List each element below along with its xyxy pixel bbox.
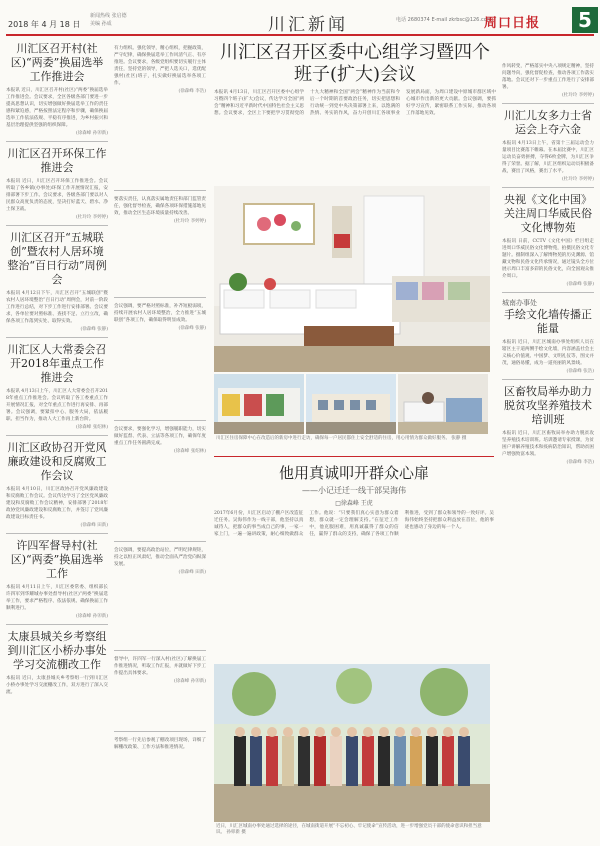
feature-headline: 他用真诚叩开群众心扉 [278, 464, 429, 482]
group-photo-caption: 近日，川汇区城南办事处通过选择的途径，在城南街道开展“不忘初心、牢记使命”宣传活动，进一步增强党员干部的使命意识和担当意识。 孙卯新 摄 [216, 824, 482, 835]
feature-subtitle: ——小记迁迁一线干部吴海伟 [302, 486, 406, 495]
column-left-1 [6, 42, 108, 840]
article [6, 630, 108, 696]
article-body: 本报讯 4月10日，川汇区政协召开党风廉政建设和反腐败工作会议。会议传达学习了全区党风廉政建设和反腐败工作会议精神，安排部署了2018年政协党风廉政建设和反腐败工作，并签订了党风廉政建设目标责任书。 [6, 487, 108, 520]
divider [6, 225, 108, 226]
article-body: 本报讯 4月13日上午，省第十三届运动会力量项目比赛落下帷幕。在本届比赛中，川汇区运动员奋勇拼搏，夺得6枚金牌，为川汇区争得了荣誉。据了解，川汇区组织运动员积极备战，赛出了风格，赛出了水平。 [502, 141, 594, 174]
column-left-2 [114, 42, 206, 840]
contact-info: 电话 2680374 E-mail zkrbsc@126.com [396, 17, 492, 23]
article-continued: 会议强调，要严格对照标准，补齐短板弱项，持续开展农村人居环境整治，全力推进“五城联创”各项工作，确保取得明显成效。 (徐森峰 张静) [114, 304, 206, 331]
article-title: 许四军督导村(社区)“两委”换届选举工作 [10, 539, 104, 580]
article-continued: 作风转变，严格落实中央八项规定精神，坚持问题导向，强化督促检查，推动各项工作落实落地。会议还对下一步重点工作进行了安排部署。 (杜玲玲 李婷婷) [502, 64, 594, 98]
article [6, 539, 108, 619]
section-title: 川汇新闻 [268, 15, 348, 35]
article-author: (徐森峰 孙卯新) [76, 131, 108, 136]
article [6, 42, 108, 136]
small-photo-building [306, 374, 396, 434]
divider [502, 187, 594, 188]
article-body: 本报讯 近日，川汇区召开村(社区)“两委”换届选举工作推进会。会议要求，全区各级各部门要进一步提高思想认识，切实增强做好换届选举工作的责任感和紧迫感，严格按照法定程序和步骤，确保换届选举工作依法依规、平稳有序推进，为乡村振兴和基层治理提供坚强的组织保障。 [6, 88, 108, 128]
article [6, 231, 108, 332]
column-right [502, 60, 594, 840]
article [6, 343, 108, 430]
article-title: 川汇区召开村(社区)“两委”换届选举工作推进会 [10, 42, 104, 83]
divider [114, 650, 206, 651]
article-author: (杜玲玲 李婷婷) [562, 177, 594, 182]
article-continued: 督导中，许四军一行深入村(社区)了解换届工作推进情况，听取工作汇报，并就做好下步工作提出具体要求。 (徐森峰 孙卯新) [114, 657, 206, 684]
article-continued: 会议强调，要提高政治站位，严明纪律规矩，持之以恒正风肃纪，推动全面从严治党向纵深发展。 (徐森峰 田新) [114, 548, 206, 575]
article-title: 太康县城关乡考察组到川汇区小桥办事处学习交流棚改工作 [7, 630, 107, 671]
article-title: 川汇儿女多力士省运会上夺六金 [504, 109, 592, 136]
article [502, 298, 594, 374]
small-photo-wall-mural [214, 374, 304, 434]
main-article-body: 本报讯 4月13日，川汇区召开区委中心组学习暨四个班子(扩大)会议，传达学习全国“两会”精神和习近平新时代中国特色社会主义思想。会议要求，全区上下要把学习贯彻党的十九大精神和全国“两会”精神作为当前和今后一个时期的首要政治任务，切实把思想和行动统一到党中央决策部署上来，以饱满的热情、务实的作风，奋力开创川汇各项事业发展新局面，为周口建设中原城市群区域中心城市作出新的更大贡献。会议强调，要抓好学习宣传，紧密联系工作实际，推动各项工作落地见效。 [214, 90, 496, 116]
divider [502, 292, 594, 293]
paper-logo: 周口日报 [484, 16, 541, 31]
main-headline: 川汇区召开区委中心组学习暨四个班子(扩大)会议 [220, 42, 490, 85]
article [502, 193, 594, 287]
article-author: (徐森峰 孙卯新) [76, 614, 108, 619]
article [502, 109, 594, 182]
issue-date: 2018 年 4 月 18 日 [8, 20, 81, 29]
editor-info: 新闻热线 张启德 美编 孙成 [90, 13, 127, 27]
divider [214, 456, 494, 457]
article [6, 147, 108, 220]
article [6, 441, 108, 528]
article-body: 本报讯 4月13日上午，川汇区人大常委会召开2018年重点工作推进会。会议听取了各工委重点工作开展情况汇报，对全年重点工作进行再安排、再部署。会议强调，要紧扣中心、服务大局，依法履职、担当作为，推动人大工作再上新台阶。 [6, 389, 108, 422]
divider [6, 337, 108, 338]
article-continued: 会议要求，要强化学习，增强履职能力，切实做好监督、代表、立法等各项工作，确保年度重点工作任务圆满完成。 (徐森峰 张绍林) [114, 427, 206, 454]
divider [6, 533, 108, 534]
article-author: (徐森峰 张静) [566, 282, 594, 287]
article-body: 本报讯 4月12日下午，川汇区召开“五城联创”暨农村人居环境整治“百日行动”周例会，对前一阶段工作进行总结，对下步工作进行安排部署。会议要求，各单位要对照标准、查找不足、立行立改，确保各项工作落到实处、取得实效。 [6, 291, 108, 324]
divider [114, 297, 206, 298]
divider [6, 141, 108, 142]
divider [502, 103, 594, 104]
page-number: 5 [572, 7, 598, 33]
article-body: 本报讯 近日，川汇区召开环保工作推进会。会议听取了各乡镇(办事处)环保工作开展情况汇报，安排部署下步工作。会议要求，各级各部门要以对人民群众高度负责的态度，坚决打好蓝天、碧水、净土保卫战。 [6, 179, 108, 212]
article-author: (徐森峰 张浩) [566, 369, 594, 374]
divider [114, 190, 206, 191]
article-title: 川汇区人大常委会召开2018年重点工作推进会 [7, 343, 107, 384]
article-continued: 要落实责任，认真落实属地责任和部门监管责任，强化督导检查，确保各项环保措施落地见效，推动全区生态环境质量持续改善。 (杜玲玲 李婷婷) [114, 197, 206, 224]
feature-article [214, 456, 494, 628]
feature-byline: □徐森峰 王虎 [335, 500, 373, 507]
article-author: (徐森峰 张绍林) [76, 425, 108, 430]
article-body: 本报讯 日前，CCTV《文化中国》栏目组走进周口华威民俗文化博物苑，拍摄民俗文化专题片。摄制组深入了解博物苑的历史渊源、馆藏文物和民俗文化传承情况，通过镜头全方位展示周口丰富多彩的民俗文化，向全国观众推介周口。 [502, 239, 594, 279]
page-header [6, 4, 594, 36]
divider [114, 731, 206, 732]
article-body: 本报讯 近日，太康县城关乡考察组一行到川汇区小桥办事处学习交流棚改工作，双方进行了深入交流。 [6, 676, 108, 695]
article-continued: 考察组一行先后参观了棚改项目现场，详细了解棚改政策、工作方法和推进情况。 [114, 738, 206, 750]
divider [502, 379, 594, 380]
article-title: 川汇区政协召开党风廉政建设和反腐败工作会议 [7, 441, 107, 482]
article-body: 本报讯 近日，川汇区城南办事处组织人员在辖区主干道两侧手绘文化墙，内容涵盖社会主义核心价值观、中国梦、文明礼仪等，图文并茂，通俗易懂，成为一道亮丽的风景线。 [502, 340, 594, 366]
article-title: 手绘文化墙传播正能量 [504, 308, 592, 335]
article-title: 川汇区召开环保工作推进会 [7, 147, 107, 174]
main-photo-caption: 川汇区住房保障中心在改造后的新房中进行走访，确保每一户居民都住上安全舒适的住房，用心用情为群众做好服务。 张静 摄 [216, 436, 467, 441]
article-continued: 有力组织。强化领导，精心组织，把握政策，严守纪律，确保换届选举工作风清气正、有序推进。会议要求，各级党组织要切实履行主体责任，坚持党的领导，严把人选关口，选优配强村(社区)班子，扎实做好换届选举各项工作。 (徐森峰 李浩) [114, 46, 206, 94]
main-article [214, 42, 496, 181]
article-author: (徐森峰 张静) [80, 327, 108, 332]
article [502, 385, 594, 465]
main-photo [214, 186, 490, 372]
article-title: 川汇区召开“五城联创”暨农村人居环境整治“百日行动”周例会 [7, 231, 107, 286]
divider [6, 435, 108, 436]
article-title: 央视《文化中国》关注周口华威民俗文化博物苑 [504, 193, 592, 234]
article-author: (杜玲玲 李婷婷) [76, 215, 108, 220]
divider [6, 624, 108, 625]
article-body: 本报讯 4月11日上午，川汇区委常委、组织部长许四军到华耀城办事处督导村(社区)“两委”换届选举工作，要求严格程序、依法依规、确保换届工作顺利进行。 [6, 585, 108, 611]
article-author: (徐森峰 李浩) [566, 460, 594, 465]
small-photo-bedroom [398, 374, 488, 434]
article-author: (徐森峰 田新) [80, 523, 108, 528]
divider [114, 541, 206, 542]
group-photo [214, 664, 490, 822]
feature-body: 2017年6月份，川汇区启动了棚户区改造征迁任务。吴海伟作为一线干部，他坚持以真诚待人，把群众的事当成自己的事，一家一家上门，一遍一遍讲政策，耐心细致做群众工作。他说：“只要我们真心实意为群众着想，群众就一定会理解支持。”在征迁工作中，他克服困难，用真诚赢得了群众的信任，赢得了群众的支持，确保了各项工作顺利推进，受到了群众和领导的一致好评。吴海伟始终坚持把群众利益放在首位，他的事迹也感动了身边的每一个人。 [214, 511, 494, 537]
divider [114, 420, 206, 421]
article-body: 本报讯 近日，川汇区畜牧局举办助力脱贫攻坚养殖技术培训班。培训邀请专家授课，为贫困户讲解养殖技术和疫病防治知识，帮助贫困户增强致富本领。 [502, 431, 594, 457]
article-kicker: 城南办事处 [502, 299, 537, 307]
article-title: 区畜牧局举办助力脱贫攻坚养殖技术培训班 [504, 385, 592, 426]
